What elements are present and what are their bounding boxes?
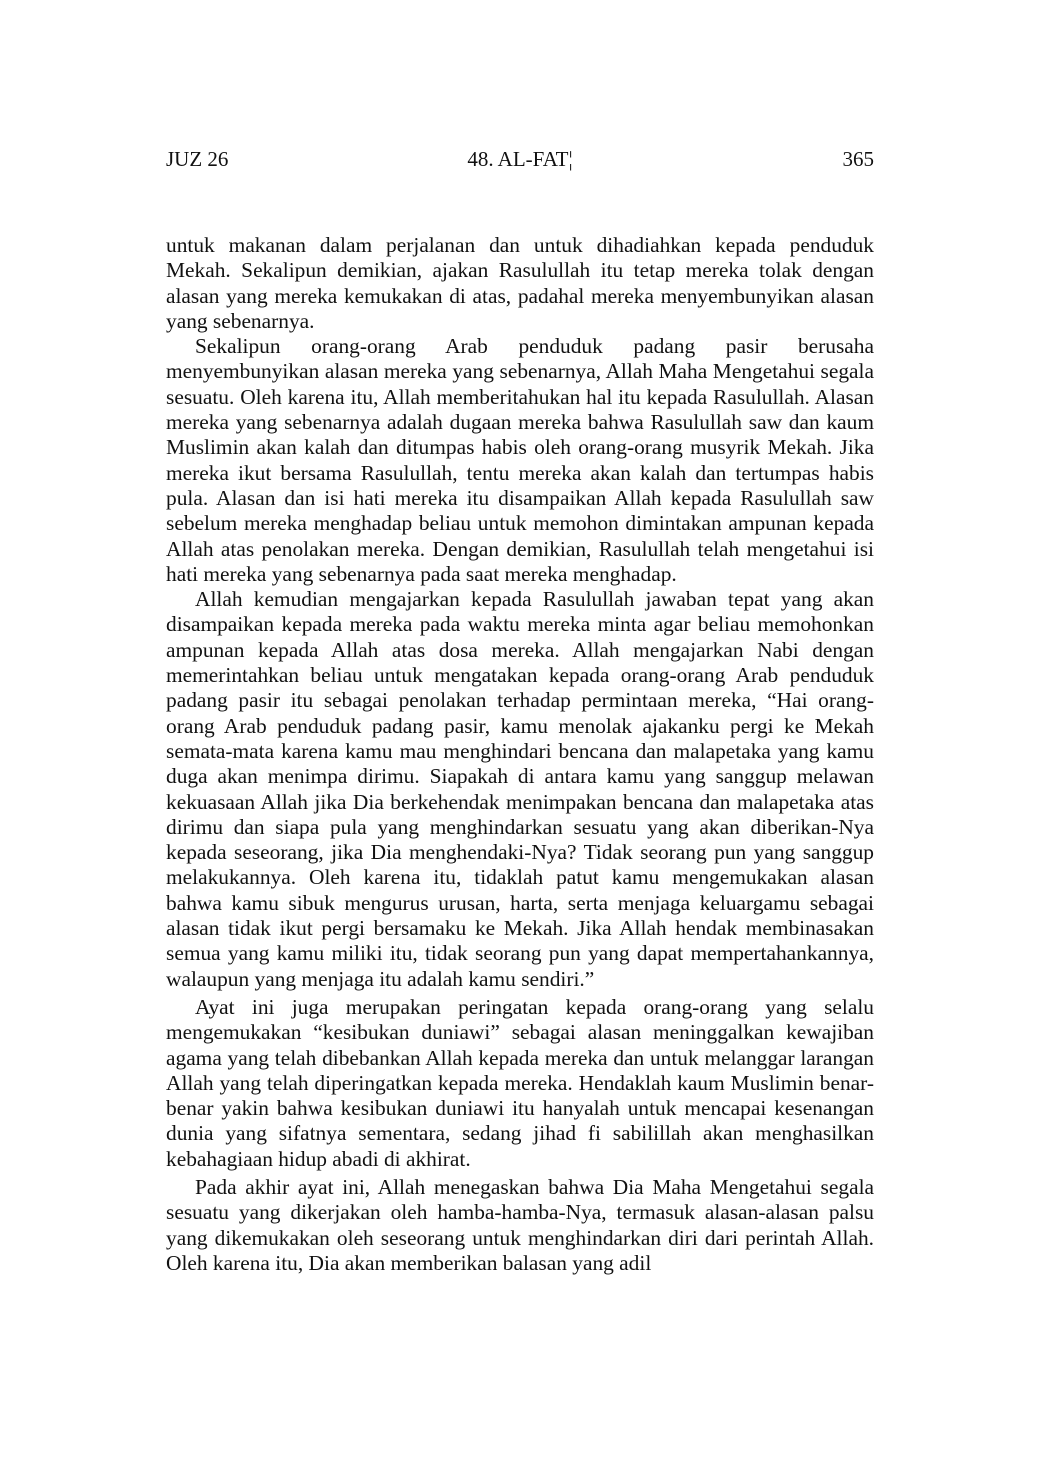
paragraph: Pada akhir ayat ini, Allah menegaskan bahwa Dia Maha Mengetahui segala sesuatu yang dikerjakan oleh hamba-hamba-Nya, termasuk alasan-alasan palsu yang dikemukakan oleh seseorang untuk menghindarkan diri dari perintah Allah. Oleh karena itu, Dia akan memberikan balasan yang adil: [166, 1174, 874, 1275]
body-text: [166, 233, 874, 1276]
paragraph: Sekalipun orang-orang Arab penduduk padang pasir berusaha menyembunyikan alasan mereka yang sebenarnya, Allah Maha Mengetahui segala sesuatu. Oleh karena itu, Allah memberitahukan hal itu kepada Rasulullah. Alasan mereka yang sebenarnya adalah dugaan mereka bahwa Rasulullah saw dan kaum Muslimin akan kalah dan ditumpas habis oleh orang-orang musyrik Mekah. Jika mereka ikut bersama Rasulullah, tentu mereka akan kalah dan tertumpas habis pula. Alasan dan isi hati mereka itu disampaikan Allah kepada Rasulullah saw sebelum mereka menghadap beliau untuk memohon dimintakan ampunan kepada Allah atas penolakan mereka. Dengan demikian, Rasulullah telah mengetahui isi hati mereka yang sebenarnya pada saat mereka menghadap.: [166, 334, 874, 586]
paragraph: Allah kemudian mengajarkan kepada Rasulullah jawaban tepat yang akan disampaikan kepada mereka pada waktu mereka minta agar beliau memohonkan ampunan kepada Allah atas dosa mereka. Allah mengajarkan Nabi dengan memerintahkan beliau untuk mengatakan kepada orang-orang Arab penduduk padang pasir itu sebagai penolakan terhadap permintaan mereka, “Hai orang-orang Arab penduduk padang pasir, kamu menolak ajakanku pergi ke Mekah semata-mata karena kamu mau menghindari bencana dan malapetaka yang kamu duga akan menimpa dirimu. Siapakah di antara kamu yang sanggup melawan kekuasaan Allah jika Dia berkehendak menimpakan bencana dan malapetaka atas dirimu dan siapa pula yang menghindarkan sesuatu yang akan diberikan-Nya kepada seseorang, jika Dia menghendaki-Nya? Tidak seorang pun yang sanggup melakukannya. Oleh karena itu, tidaklah patut kamu mengemukakan alasan bahwa kamu sibuk mengurus urusan, harta, serta menjaga keluargamu sebagai alasan tidak ikut pergi bersamaku ke Mekah. Jika Allah hendak membinasakan semua yang kamu miliki itu, tidak seorang pun yang dapat mempertahankannya, walaupun yang menjaga itu adalah kamu sendiri.”: [166, 587, 874, 991]
surah-title: 48. AL-FAT¦: [467, 147, 573, 171]
paragraph: untuk makanan dalam perjalanan dan untuk dihadiahkan kepada penduduk Mekah. Sekalipun demikian, ajakan Rasulullah itu tetap mereka tolak dengan alasan yang mereka kemukakan di atas, padahal mereka menyembunyikan alasan yang sebenarnya.: [166, 233, 874, 333]
running-header: [166, 146, 874, 172]
paragraph: Ayat ini juga merupakan peringatan kepada orang-orang yang selalu mengemukakan “kesibukan duniawi” sebagai alasan meninggalkan kewajiban agama yang telah dibebankan Allah kepada mereka dan untuk melanggar larangan Allah yang telah diperingatkan kepada mereka. Hendaklah kaum Muslimin benar-benar yakin bahwa kesibukan duniawi itu hanyalah untuk mencapai kesenangan dunia yang sifatnya sementara, sedang jihad fi sabilillah akan menghasilkan kebahagiaan hidup abadi di akhirat.: [166, 994, 874, 1171]
juz-label: JUZ 26: [166, 147, 229, 171]
page-number: 365: [842, 147, 874, 171]
